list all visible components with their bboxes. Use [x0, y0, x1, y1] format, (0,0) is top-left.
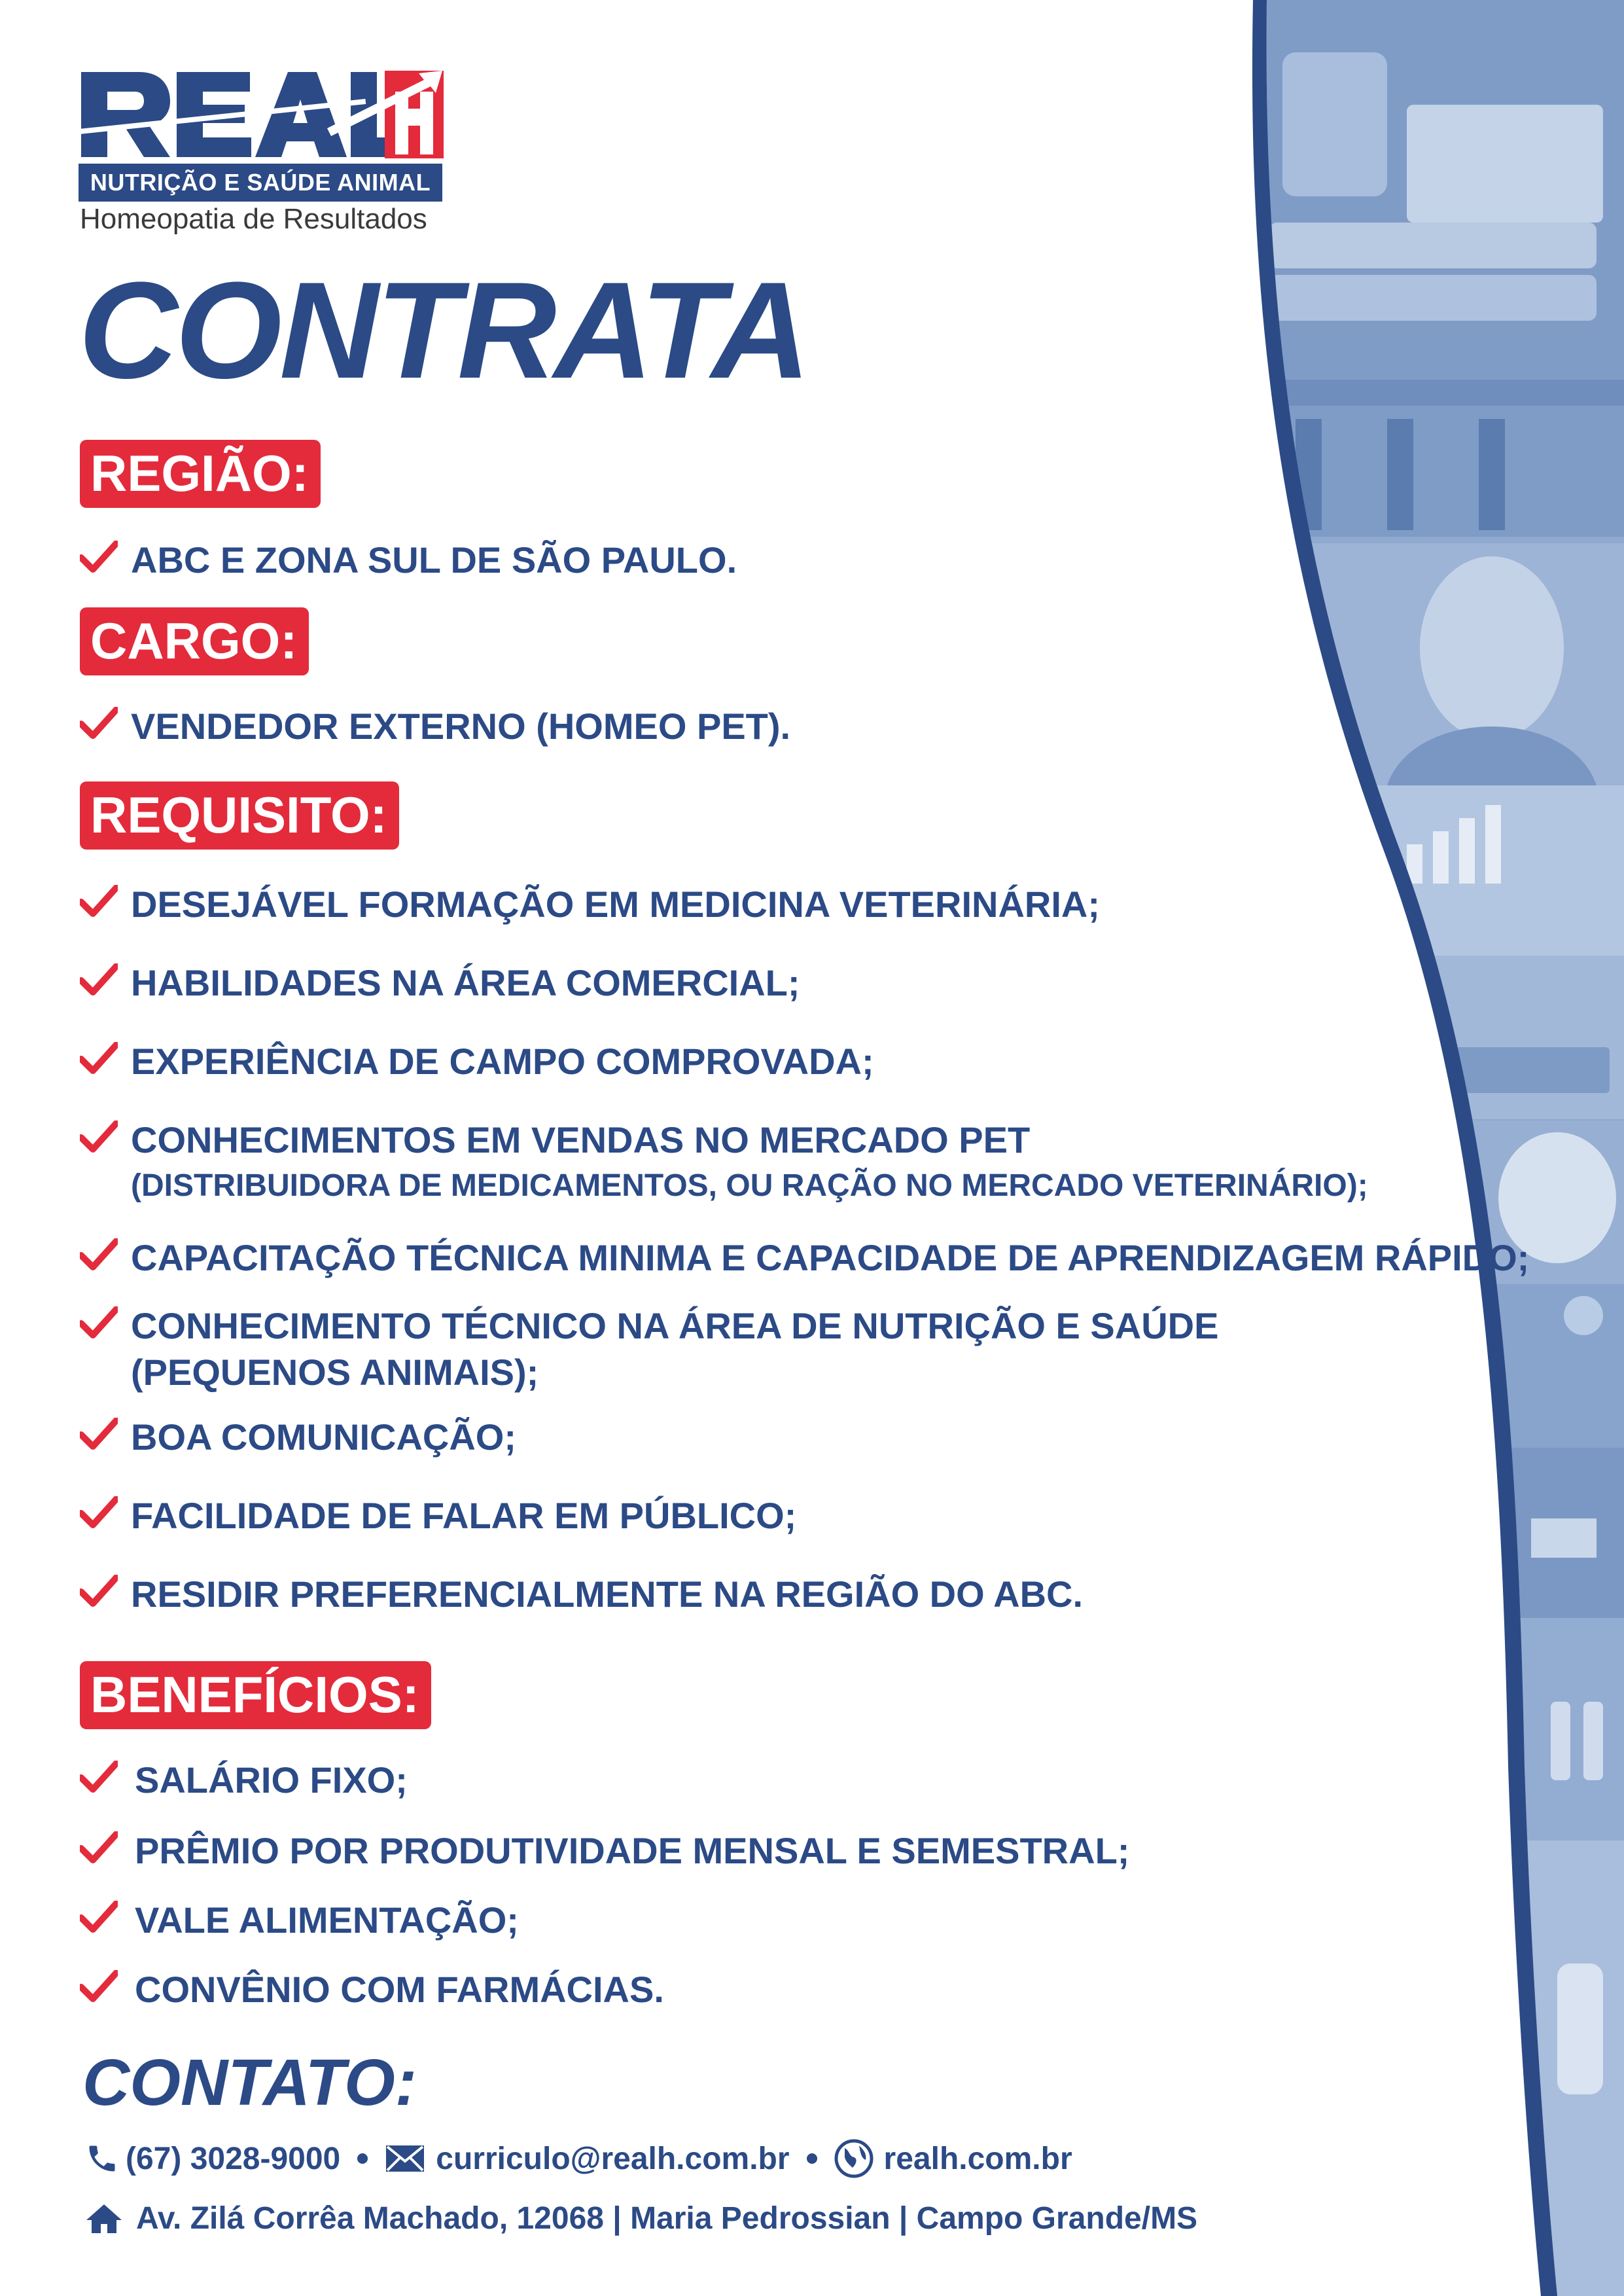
check-icon [80, 1121, 118, 1153]
contact-info-row [85, 2139, 1072, 2178]
item-text: CAPACITAÇÃO TÉCNICA MINIMA E CAPACIDADE DE APRENDIZAGEM RÁPIDO; [131, 1237, 1530, 1278]
section-badge-requisito: REQUISITO: [80, 781, 399, 850]
logo-subtitle: NUTRIÇÃO E SAÚDE ANIMAL [79, 164, 442, 202]
item-text: CONHECIMENTO TÉCNICO NA ÁREA DE NUTRIÇÃO E SAÚDE [131, 1305, 1219, 1346]
item-text: CONVÊNIO COM FARMÁCIAS. [135, 1969, 664, 2010]
phone-icon [85, 2142, 119, 2176]
check-icon [80, 1306, 118, 1339]
check-icon [80, 1042, 118, 1075]
item-text: EXPERIÊNCIA DE CAMPO COMPROVADA; [131, 1041, 874, 1082]
section-badge-regiao: REGIÃO: [80, 440, 321, 508]
separator-dot [357, 2153, 368, 2164]
section-badge-cargo: CARGO: [80, 607, 309, 675]
item-subtext: (DISTRIBUIDORA DE MEDICAMENTOS, OU RAÇÃO NO MERCADO VETERINÁRIO); [131, 1168, 1368, 1203]
check-icon [80, 1761, 118, 1793]
item-text: RESIDIR PREFERENCIALMENTE NA REGIÃO DO ABC. [131, 1573, 1084, 1615]
item-text: SALÁRIO FIXO; [135, 1759, 408, 1801]
headline: CONTRATA [79, 253, 809, 407]
home-icon [85, 2203, 123, 2234]
item-text: ABC E ZONA SUL DE SÃO PAULO. [131, 539, 737, 581]
contact-heading: CONTATO: [82, 2046, 417, 2119]
item-text: HABILIDADES NA ÁREA COMERCIAL; [131, 962, 800, 1003]
check-icon [80, 885, 118, 918]
check-icon [80, 707, 118, 740]
item-text: VALE ALIMENTAÇÃO; [135, 1899, 519, 1941]
check-icon [80, 963, 118, 996]
phone-number[interactable]: (67) 3028-9000 [126, 2141, 341, 2176]
check-icon [80, 1970, 118, 2003]
logo-tagline: Homeopatia de Resultados [80, 203, 427, 235]
separator-dot [807, 2153, 817, 2164]
address-text: Av. Zilá Corrêa Machado, 12068 | Maria Pedrossian | Campo Grande/MS [136, 2201, 1198, 2236]
check-icon [80, 1575, 118, 1607]
check-icon [80, 541, 118, 573]
check-icon [80, 1831, 118, 1864]
check-icon [80, 1418, 118, 1450]
item-text: VENDEDOR EXTERNO (HOMEO PET). [131, 706, 791, 747]
email-link[interactable]: curriculo@realh.com.br [436, 2141, 790, 2176]
item-text: DESEJÁVEL FORMAÇÃO EM MEDICINA VETERINÁRIA; [131, 884, 1100, 925]
section-badge-beneficios: BENEFÍCIOS: [80, 1661, 431, 1729]
item-text: FACILIDADE DE FALAR EM PÚBLICO; [131, 1495, 797, 1536]
address-row [85, 2200, 1197, 2236]
item-text: CONHECIMENTOS EM VENDAS NO MERCADO PET [131, 1119, 1031, 1160]
check-icon [80, 1901, 118, 1933]
item-text: PRÊMIO POR PRODUTIVIDADE MENSAL E SEMESTRAL; [135, 1830, 1130, 1871]
website-link[interactable]: realh.com.br [883, 2141, 1072, 2176]
item-subtext: (PEQUENOS ANIMAIS); [131, 1352, 539, 1393]
globe-icon [834, 2139, 874, 2178]
logo-wordmark [79, 65, 445, 164]
check-icon [80, 1496, 118, 1529]
item-text: BOA COMUNICAÇÃO; [131, 1416, 516, 1458]
check-icon [80, 1238, 118, 1271]
envelope-icon [385, 2144, 425, 2173]
